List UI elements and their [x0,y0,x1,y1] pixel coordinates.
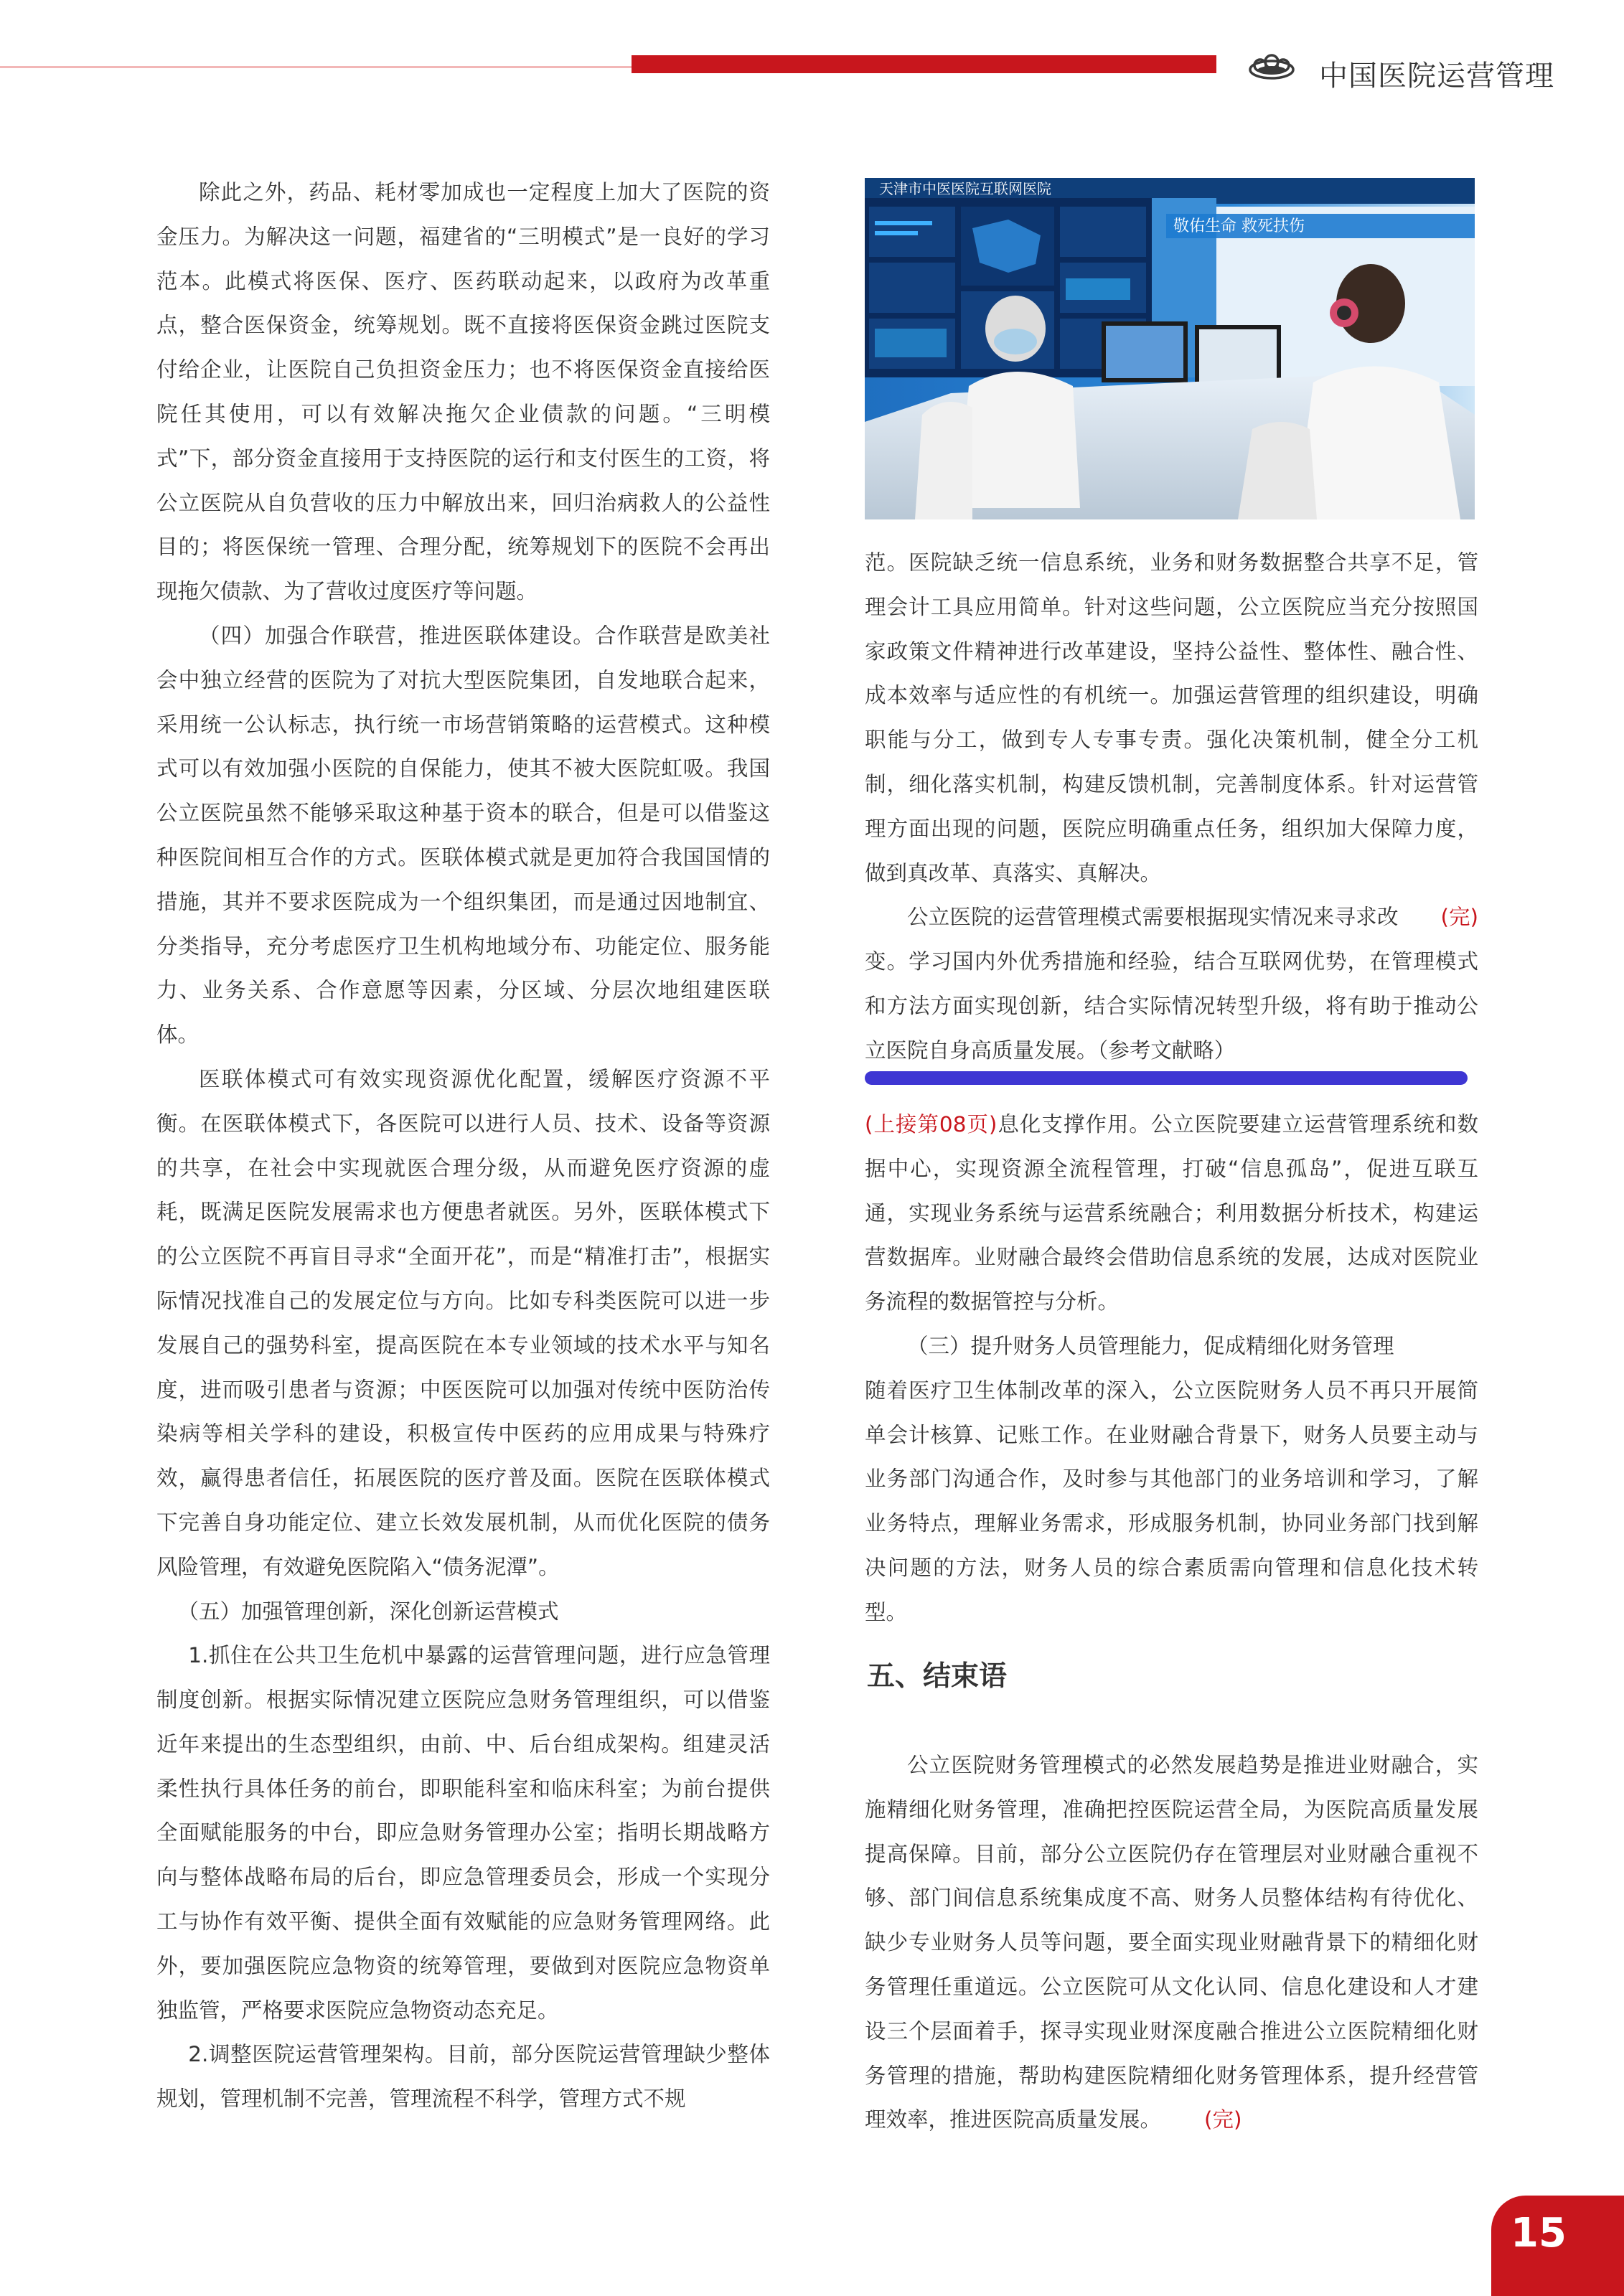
paragraph-sanming-model: 除此之外，药品、耗材零加成也一定程度上加大了医院的资金压力。为解决这一问题，福建省的“三明模式”是一良好的学习范本。此模式将医保、医疗、医药联动起来，以政府为改革重点，整合医保资金，统筹规划。既不直接将医保资金跳过医院支付给企业，让医院自己负担资金压力；也不将医保资金直接给医院任其使用，可以有效解决拖欠企业债款的问题。“三明模式”下，部分资金直接用于支持医院的运行和支付医生的工资，将公立医院从自负营收的压力中解放出来，回归治病救人的公益性目的；将医保统一管理、合理分配，统筹规划下的医院不会再出现拖欠债款、为了营收过度医疗等问题。 [156,180,770,604]
paragraph-info-support [865,1103,1478,1325]
paragraph-operations-continued: 范。医院缺乏统一信息系统，业务和财务数据整合共享不足，管理会计工具应用简单。针对这些问题，公立医院应当充分按照国家政策文件精神进行改革建设，坚持公益性、整体性、融合性、成本效率与适应性的有机统一。加强运营管理的组织建设，明确职能与分工，做到专人专事专责。强化决策机制，健全分工机制，细化落实机制，构建反馈机制，完善制度体系。针对运营管理方面出现的问题，医院应明确重点任务，组织加大保障力度，做到真改革、真落实、真解决。 [865,550,1478,885]
photo-slogan-text: 敬佑生命 救死扶伤 [1173,217,1305,235]
page-number: 15 [1511,2210,1567,2257]
right-column-middle [865,1103,1478,1635]
final-conclusion-text: 公立医院财务管理模式的必然发展趋势是推进业财融合，实施精细化财务管理，准确把控医院运营全局，为医院高质量发展提高保障。目前，部分公立医院仍存在管理层对业财融合重视不够、部门间信息系统集成度不高、财务人员整体结构有待优化、缺少专业财务人员等问题，要全面实现业财融背景下的精细化财务管理任重道远。公立医院可从文化认同、信息化建设和人才建设三个层面着手，探寻实现业财深度融合推进公立医院精细化财务管理的措施，帮助构建医院精细化财务管理体系，提升经营管理效率，推进医院高质量发展。 [865,1753,1478,2132]
continued-from-label: (上接第08页) [865,1112,998,1137]
paragraph-emergency-management: 1.抓住在公共卫生危机中暴露的运营管理问题，进行应急管理制度创新。根据实际情况建立医院应急财务管理组织，可以借鉴近年来提出的生态型组织，由前、中、后台组成架构。组建灵活柔性执行具体任务的前台，即职能科室和临床科室；为前台提供全面赋能服务的中台，即应急财务管理办公室；指明长期战略方向与整体战略布局的后台，即应急管理委员会，形成一个实现分工与协作有效平衡、提供全面有效赋能的应急财务管理网络。此外，要加强医院应急物资的统筹管理，要做到对医院应急物资单独监管，严格要求医院应急物资动态充足。 [156,1643,770,2023]
publication-title: 中国医院运营管理 [1319,60,1554,93]
section-heading-conclusion: 五、结束语 [867,1660,1008,1693]
info-support-text: 息化支撑作用。公立医院要建立运营管理系统和数据中心，实现资源全流程管理，打破“信息孤岛”，促进互联互通，实现业务系统与运营系统融合；利用数据分析技术，构建运营数据库。业财融合最终会借助信息系统的发展，达成对医院业务流程的数据管控与分析。 [865,1112,1478,1314]
article-divider [865,1071,1468,1085]
paragraph-final-conclusion [865,1744,1478,2142]
subheading-finance-staff: （三）提升财务人员管理能力，促成精细化财务管理 [907,1333,1394,1358]
conclusion-text: 公立医院的运营管理模式需要根据现实情况来寻求改变。学习国内外优秀措施和经验，结合互联网优势，在管理模式和方法方面实现创新，结合实际情况转型升级，将有助于推动公立医院自身高质量发展。（参考文献略） [865,905,1478,1063]
cloud-emblem-icon [1247,53,1296,82]
final-end-mark: (完) [1204,2107,1242,2132]
photo-sign-text: 天津市中医医院互联网医院 [879,180,1051,197]
hospital-control-room-photo [865,178,1475,519]
end-mark: (完) [1440,905,1478,930]
right-column-bottom [865,1744,1478,2142]
paragraph-finance-staff: 随着医疗卫生体制改革的深入，公立医院财务人员不再只开展简单会计核算、记账工作。在业财融合背景下，财务人员要主动与业务部门沟通合作，及时参与其他部门的业务培训和学习，了解业务特点，理解业务需求，形成服务机制，协同业务部门找到解决问题的方法，财务人员的综合素质需向管理和信息化技术转型。 [865,1378,1478,1624]
paragraph-resource-optimization: 医联体模式可有效实现资源优化配置，缓解医疗资源不平衡。在医联体模式下，各医院可以进行人员、技术、设备等资源的共享，在社会中实现就医合理分级，从而避免医疗资源的虚耗，既满足医院发展需求也方便患者就医。另外，医联体模式下的公立医院不再盲目寻求“全面开花”，而是“精准打击”，根据实际情况找准自己的发展定位与方向。比如专科类医院可以进一步发展自己的强势科室，提高医院在本专业领域的技术水平与知名度，进而吸引患者与资源；中医医院可以加强对传统中医防治传染病等相关学科的建设，积极宣传中医药的应用成果与特殊疗效，赢得患者信任，拓展医院的医疗普及面。医院在医联体模式下完善自身功能定位、建立长效发展机制，从而优化医院的债务风险管理，有效避免医院陷入“债务泥潭”。 [156,1066,770,1579]
paragraph-conclusion-article [865,895,1478,1073]
right-column-top [865,541,1478,1073]
paragraph-medical-alliance: （四）加强合作联营，推进医联体建设。合作联营是欧美社会中独立经营的医院为了对抗大型医院集团，自发地联合起来，采用统一公认标志，执行统一市场营销策略的运营模式。这种模式可以有效加强小医院的自保能力，使其不被大医院虹吸。我国公立医院虽然不能够采取这种基于资本的联合，但是可以借鉴这种医院间相互合作的方式。医联体模式就是更加符合我国国情的措施，其并不要求医院成为一个组织集团，而是通过因地制宜、分类指导，充分考虑医疗卫生机构地域分布、功能定位、服务能力、业务关系、合作意愿等因素，分区域、分层次地组建医联体。 [156,623,770,1048]
subheading-management-innovation: （五）加强管理创新，深化创新运营模式 [177,1599,559,1624]
header-accent-bar [632,55,1216,73]
left-column [156,171,770,2122]
header-thin-rule [0,66,632,68]
paragraph-operations-structure: 2.调整医院运营管理架构。目前，部分医院运营管理缺少整体规划，管理机制不完善，管理流程不科学，管理方式不规 [156,2042,770,2112]
